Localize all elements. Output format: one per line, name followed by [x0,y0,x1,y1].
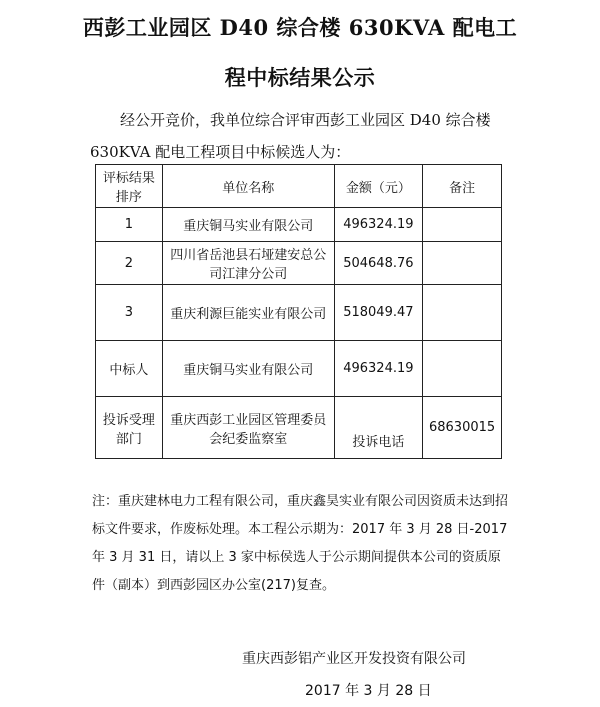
table-row [96,242,502,285]
rank-cell: 1 [96,208,163,242]
header-remark: 备注 [423,165,502,208]
winner-amount: 496324.19 [334,341,423,397]
winner-row [96,341,502,397]
company-cell: 重庆铜马实业有限公司 [162,208,334,242]
intro-paragraph-line-1: 经公开竞价，我单位综合评审西彭工业园区 D40 综合楼 [120,111,491,129]
amount-cell: 496324.19 [334,208,423,242]
remark-cell [423,285,502,341]
complaint-phone-label: 投诉电话 [334,397,423,459]
rank-cell: 3 [96,285,163,341]
company-cell: 重庆利源巨能实业有限公司 [162,285,334,341]
table-row [96,285,502,341]
note-paragraph: 注：重庆建林电力工程有限公司，重庆鑫昊实业有限公司因资质未达到招标文件要求，作废标处理。本工程公示期为：2017 年 3 月 28 日-2017 年 3 月 31 日，请以上 3 家中标侯选人于公示期间提供本公司的资质原件（副本）到西彭园区办公室(217)复查。 [92,494,509,593]
winner-remark [423,341,502,397]
table-row [96,208,502,242]
amount-cell: 504648.76 [334,242,423,285]
complaint-label: 投诉受理部门 [96,397,163,459]
company-cell: 四川省岳池县石垭建安总公司江津分公司 [162,242,334,285]
table-header-row [96,165,502,208]
header-rank: 评标结果排序 [96,165,163,208]
remark-cell [423,242,502,285]
complaint-row [96,397,502,459]
document-title-line-1: 西彭工业园区 D40 综合楼 630KVA 配电工 [82,15,518,40]
complaint-phone: 68630015 [423,397,502,459]
winner-label: 中标人 [96,341,163,397]
winner-company: 重庆铜马实业有限公司 [162,341,334,397]
rank-cell: 2 [96,242,163,285]
remark-cell [423,208,502,242]
issuer-company: 重庆西彭铝产业区开发投资有限公司 [242,651,466,667]
document-title-line-2: 程中标结果公示 [224,65,376,90]
issue-date: 2017 年 3 月 28 日 [305,683,432,699]
header-company: 单位名称 [162,165,334,208]
amount-cell: 518049.47 [334,285,423,341]
intro-paragraph-line-2: 630KVA 配电工程项目中标候选人为： [90,143,351,161]
complaint-department: 重庆西彭工业园区管理委员会纪委监察室 [162,397,334,459]
bid-result-table [95,164,502,459]
header-amount: 金额（元） [334,165,423,208]
